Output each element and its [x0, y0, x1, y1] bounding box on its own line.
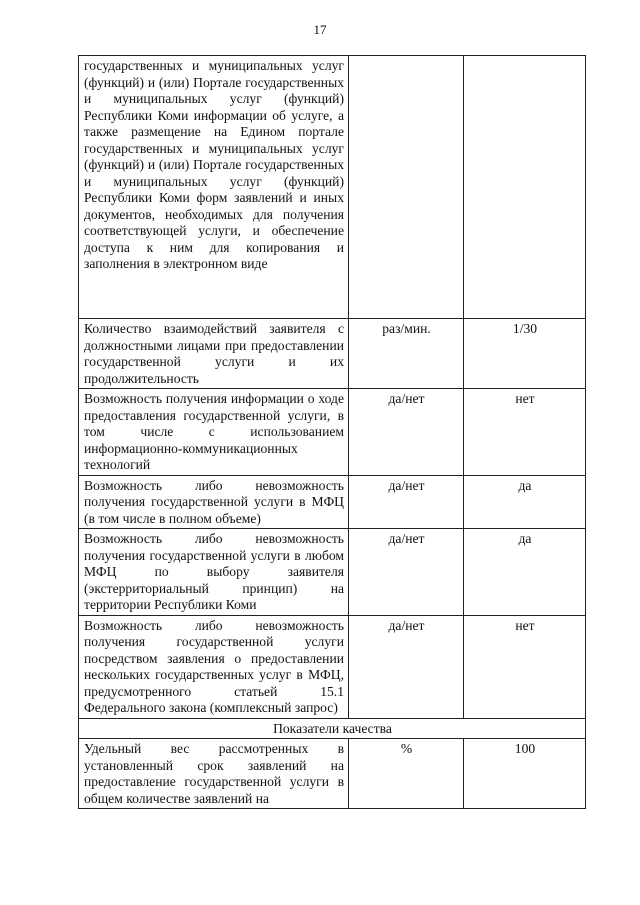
indicator-description: Количество взаимодействий заявителя с должностными лицами при предоставлении государственной услуги и их продолжительность	[79, 319, 349, 389]
indicator-unit: да/нет	[349, 475, 464, 529]
indicator-description: Удельный вес рассмотренных в установленный срок заявлений на предоставление государственной услуги в общем количестве заявлений на	[79, 739, 349, 809]
indicator-value: да	[464, 475, 586, 529]
table-row	[79, 319, 586, 389]
table-row	[79, 389, 586, 476]
indicator-unit: раз/мин.	[349, 319, 464, 389]
section-header: Показатели качества	[79, 718, 586, 739]
indicator-unit	[349, 56, 464, 319]
indicator-unit: да/нет	[349, 389, 464, 476]
indicator-description: Возможность либо невозможность получения государственной услуги в любом МФЦ по выбору заявителя (экстерриториальный принцип) на территории Республики Коми	[79, 529, 349, 616]
section-header-row	[79, 718, 586, 739]
table-row	[79, 56, 586, 319]
table-row	[79, 475, 586, 529]
indicator-value: нет	[464, 389, 586, 476]
indicator-unit: да/нет	[349, 615, 464, 718]
indicator-description: Возможность получения информации о ходе предоставления государственной услуги, в том числе с использованием информационно-коммуникационных технологий	[79, 389, 349, 476]
indicator-unit: %	[349, 739, 464, 809]
indicator-description: государственных и муниципальных услуг (функций) и (или) Портале государственных и муниципальных услуг (функций) Республики Коми информации об услуге, а также размещение на Едином портале государственных и муниципальных услуг (функций) и (или) Портале государственных и муниципальных услуг (функций) Республики Коми форм заявлений и иных документов, необходимых для получения соответствующей услуги, и обеспечение доступа к ним для копирования и заполнения в электронном виде	[79, 56, 349, 319]
page-number: 17	[313, 22, 327, 37]
indicator-value: да	[464, 529, 586, 616]
table-row	[79, 529, 586, 616]
indicators-table	[78, 55, 586, 809]
table-row	[79, 739, 586, 809]
indicator-value: нет	[464, 615, 586, 718]
indicator-value	[464, 56, 586, 319]
table-row	[79, 615, 586, 718]
indicator-value: 1/30	[464, 319, 586, 389]
indicator-description: Возможность либо невозможность получения государственной услуги посредством заявления о предоставлении нескольких государственных услуг в МФЦ, предусмотренного статьей 15.1 Федерального закона (комплексный запрос)	[79, 615, 349, 718]
indicator-value: 100	[464, 739, 586, 809]
indicator-description: Возможность либо невозможность получения государственной услуги в МФЦ (в том числе в полном объеме)	[79, 475, 349, 529]
indicator-unit: да/нет	[349, 529, 464, 616]
